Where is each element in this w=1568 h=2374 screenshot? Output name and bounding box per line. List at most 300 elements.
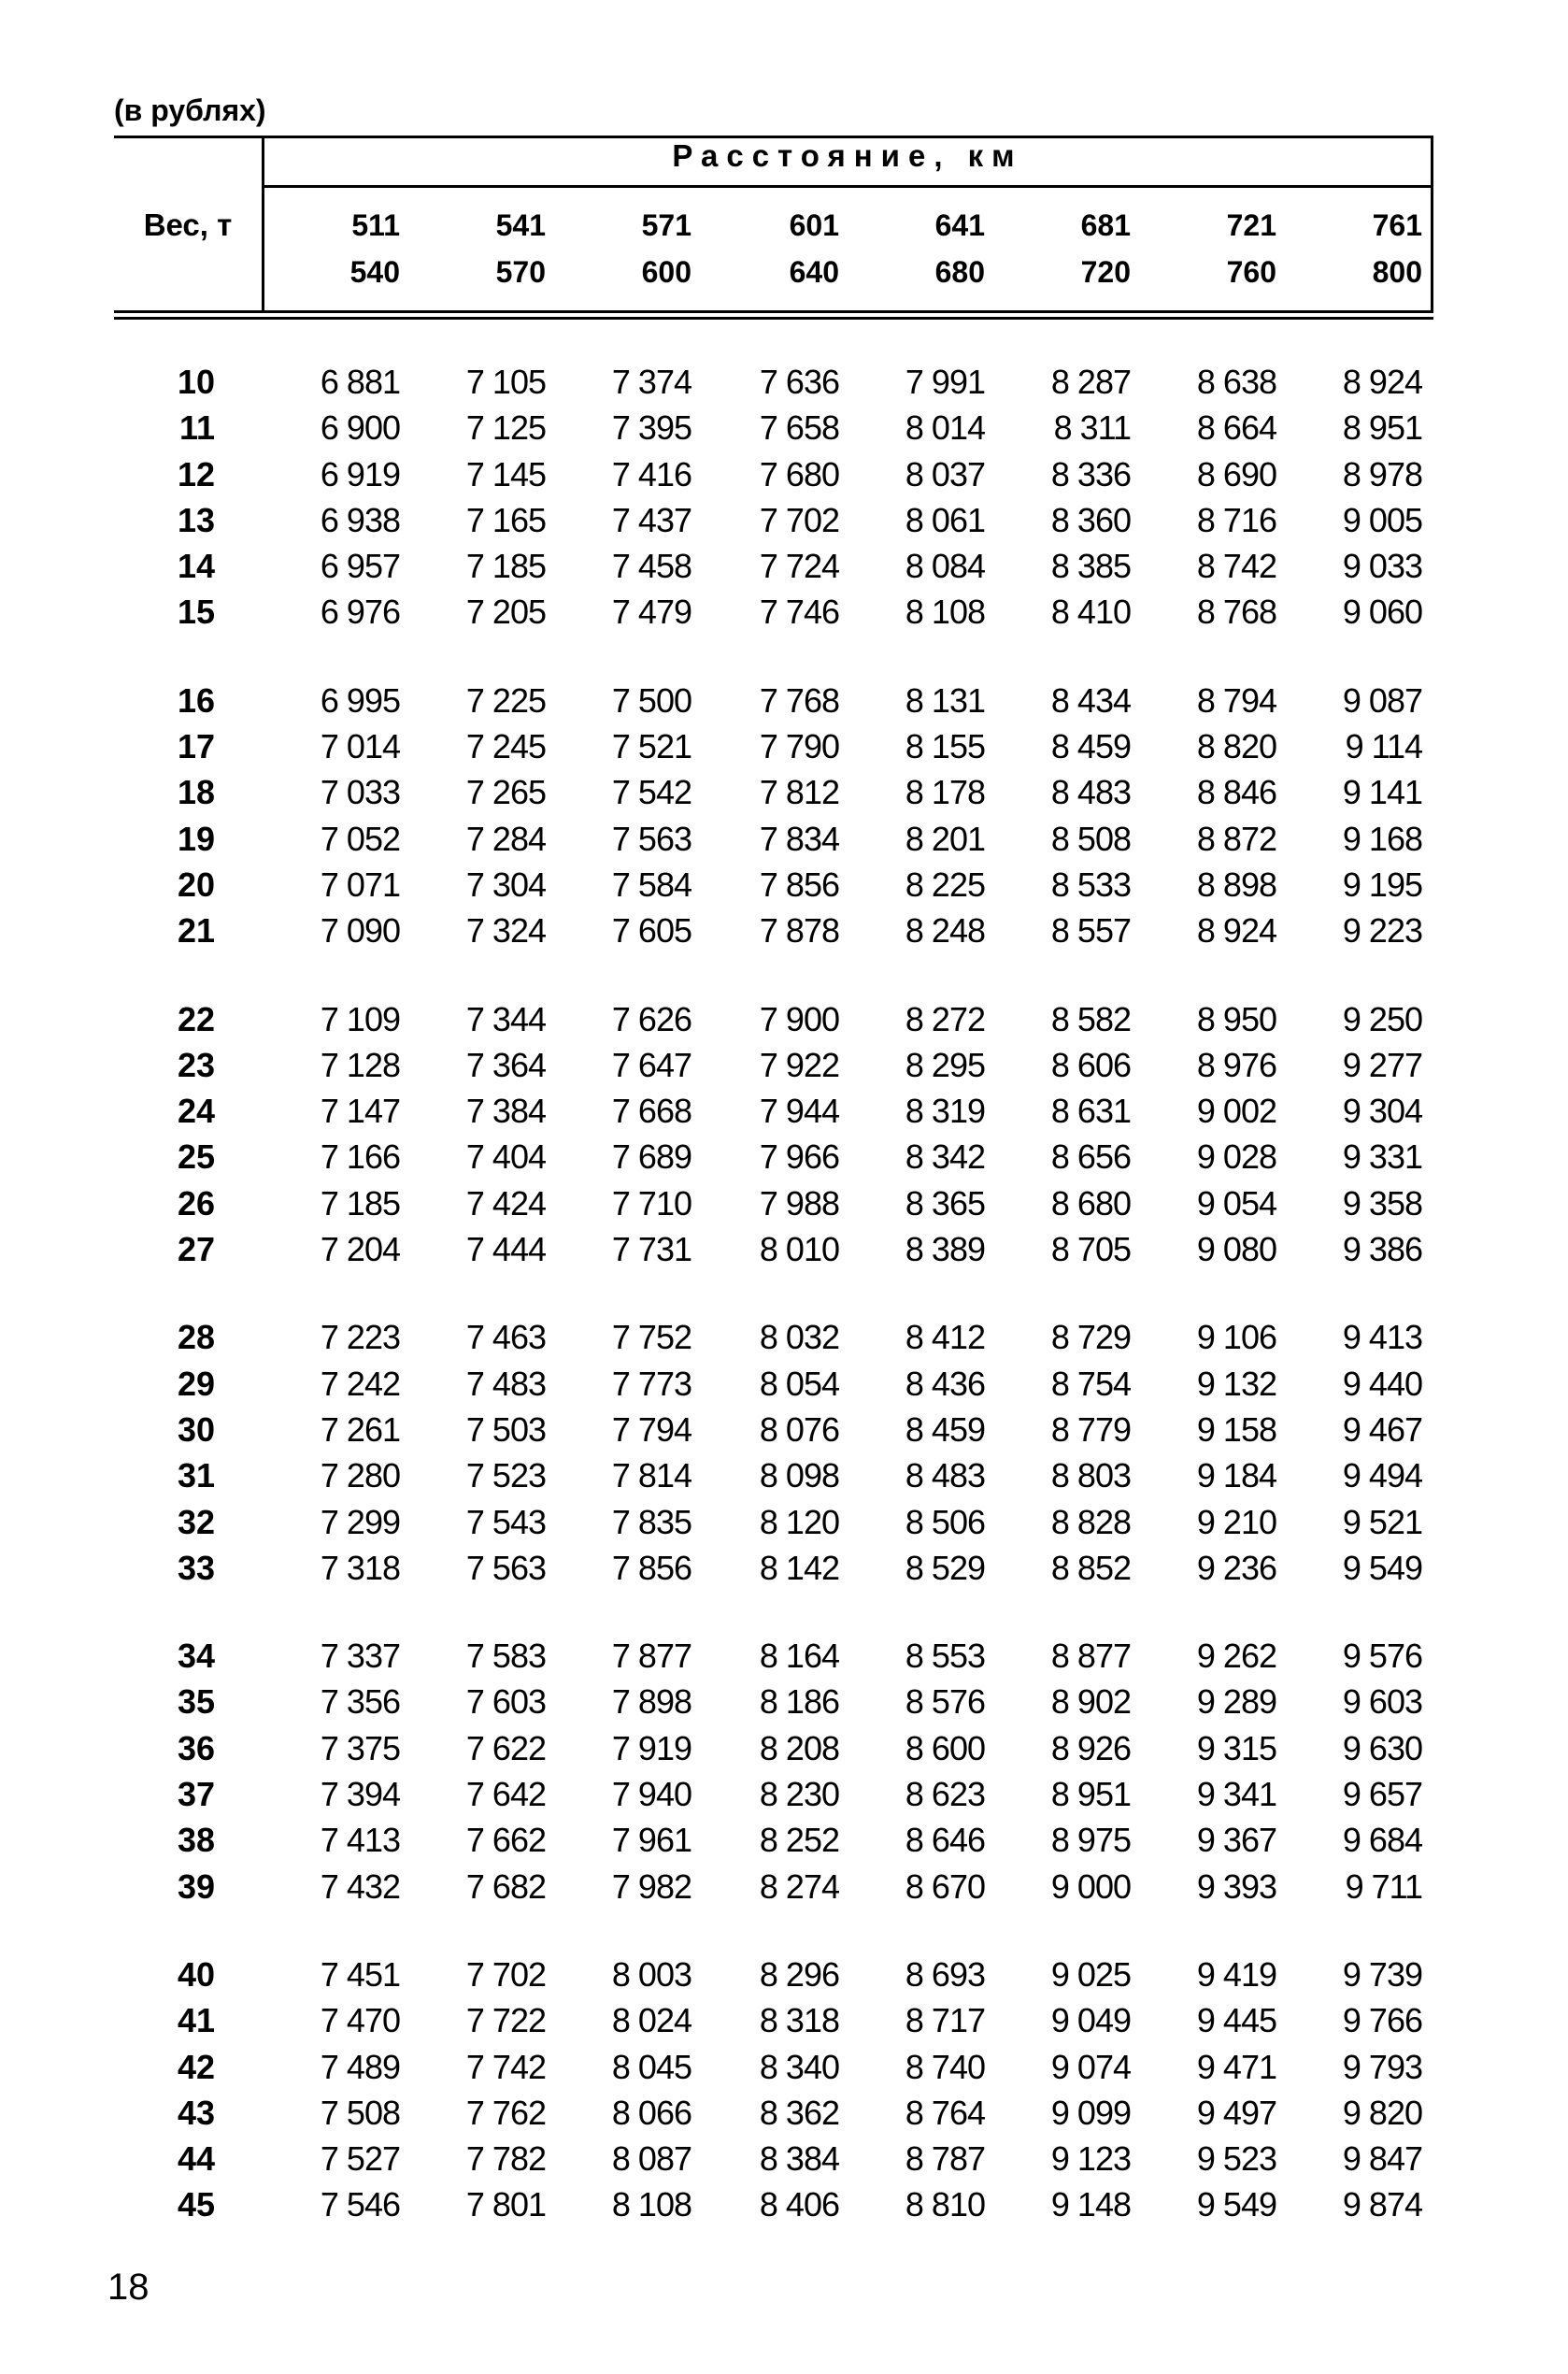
price-cell: 9 195 <box>1342 865 1422 904</box>
price-cell: 7 689 <box>611 1137 691 1176</box>
weight-cell: 24 <box>177 1092 215 1130</box>
price-cell: 7 773 <box>611 1365 691 1403</box>
price-cell: 7 166 <box>320 1137 400 1176</box>
price-cell: 9 341 <box>1196 1775 1276 1813</box>
price-cell: 8 950 <box>1196 1000 1276 1038</box>
price-cell: 9 289 <box>1196 1682 1276 1721</box>
price-cell: 9 419 <box>1196 1955 1276 1994</box>
weight-cell: 42 <box>177 2048 215 2086</box>
price-cell: 7 356 <box>320 1682 400 1721</box>
price-cell: 7 470 <box>320 2001 400 2039</box>
distance-range-to: 680 <box>934 255 985 289</box>
price-cell: 9 523 <box>1196 2139 1276 2178</box>
price-cell: 9 005 <box>1342 501 1422 539</box>
weight-cell: 17 <box>177 727 215 765</box>
price-cell: 7 242 <box>320 1365 400 1403</box>
price-cell: 8 003 <box>611 1955 691 1994</box>
price-cell: 7 814 <box>611 1456 691 1494</box>
table-row <box>114 451 1433 497</box>
price-cell: 8 155 <box>905 727 985 765</box>
price-cell: 8 142 <box>759 1549 839 1587</box>
price-cell: 8 076 <box>759 1410 839 1449</box>
price-cell: 8 201 <box>905 820 985 858</box>
price-cell: 8 412 <box>905 1318 985 1356</box>
price-cell: 8 360 <box>1050 501 1131 539</box>
price-cell: 9 028 <box>1196 1137 1276 1176</box>
weight-cell: 13 <box>177 501 215 539</box>
weight-cell: 15 <box>177 593 215 631</box>
price-cell: 7 722 <box>465 2001 546 2039</box>
table-row <box>114 908 1433 953</box>
price-cell: 6 938 <box>320 501 400 539</box>
price-cell: 9 262 <box>1196 1637 1276 1675</box>
price-cell: 8 014 <box>905 408 985 447</box>
page-number: 18 <box>107 2267 150 2308</box>
price-cell: 7 185 <box>465 547 546 585</box>
table-row <box>114 1180 1433 1226</box>
weight-cell: 10 <box>177 363 215 401</box>
price-cell: 6 881 <box>320 363 400 401</box>
price-cell: 7 318 <box>320 1549 400 1587</box>
price-cell: 9 049 <box>1050 2001 1131 2039</box>
price-cell: 9 315 <box>1196 1729 1276 1767</box>
price-cell: 7 432 <box>320 1867 400 1906</box>
weight-cell: 21 <box>177 911 215 950</box>
weight-cell: 44 <box>177 2139 215 2178</box>
price-cell: 8 230 <box>759 1775 839 1813</box>
price-cell: 8 852 <box>1050 1549 1131 1587</box>
price-cell: 7 204 <box>320 1230 400 1268</box>
price-cell: 7 324 <box>465 911 546 950</box>
table-row <box>114 1042 1433 1088</box>
price-cell: 9 413 <box>1342 1318 1422 1356</box>
price-cell: 8 680 <box>1050 1184 1131 1223</box>
distance-range-from: 511 <box>351 208 400 242</box>
price-cell: 7 413 <box>320 1821 400 1859</box>
weight-cell: 23 <box>177 1046 215 1084</box>
price-cell: 9 467 <box>1342 1410 1422 1449</box>
price-cell: 8 631 <box>1050 1092 1131 1130</box>
price-cell: 7 603 <box>465 1682 546 1721</box>
weight-cell: 35 <box>177 1682 215 1721</box>
price-cell: 7 364 <box>465 1046 546 1084</box>
price-cell: 7 752 <box>611 1318 691 1356</box>
price-cell: 7 680 <box>759 455 839 493</box>
distance-range-from: 571 <box>641 208 691 242</box>
price-cell: 7 147 <box>320 1092 400 1130</box>
price-cell: 7 919 <box>611 1729 691 1767</box>
weight-cell: 43 <box>177 2094 215 2132</box>
price-cell: 8 606 <box>1050 1046 1131 1084</box>
price-cell: 7 299 <box>320 1503 400 1541</box>
price-cell: 8 951 <box>1050 1775 1131 1813</box>
price-cell: 8 024 <box>611 2001 691 2039</box>
price-cell: 8 717 <box>905 2001 985 2039</box>
price-cell: 7 991 <box>905 363 985 401</box>
price-cell: 7 790 <box>759 727 839 765</box>
price-cell: 7 835 <box>611 1503 691 1541</box>
price-cell: 8 576 <box>905 1682 985 1721</box>
price-cell: 9 657 <box>1342 1775 1422 1813</box>
price-cell: 8 693 <box>905 1955 985 1994</box>
distance-header: Расстояние, км <box>672 138 1023 173</box>
price-cell: 7 878 <box>759 911 839 950</box>
price-cell: 8 164 <box>759 1637 839 1675</box>
price-cell: 7 437 <box>611 501 691 539</box>
price-cell: 7 384 <box>465 1092 546 1130</box>
price-cell: 9 494 <box>1342 1456 1422 1494</box>
weight-cell: 38 <box>177 1821 215 1859</box>
price-cell: 8 664 <box>1196 408 1276 447</box>
price-cell: 8 975 <box>1050 1821 1131 1859</box>
price-cell: 8 340 <box>759 2048 839 2086</box>
price-cell: 8 656 <box>1050 1137 1131 1176</box>
price-cell: 9 471 <box>1196 2048 1276 2086</box>
price-cell: 8 924 <box>1342 363 1422 401</box>
price-cell: 6 957 <box>320 547 400 585</box>
price-cell: 8 716 <box>1196 501 1276 539</box>
price-cell: 8 434 <box>1050 681 1131 720</box>
weight-cell: 12 <box>177 455 215 493</box>
price-cell: 9 820 <box>1342 2094 1422 2132</box>
header-bottom-rule-2 <box>114 317 1433 320</box>
table-row <box>114 497 1433 543</box>
price-cell: 9 386 <box>1342 1230 1422 1268</box>
table-row <box>114 996 1433 1042</box>
price-cell: 9 603 <box>1342 1682 1422 1721</box>
price-cell: 7 877 <box>611 1637 691 1675</box>
price-cell: 8 705 <box>1050 1230 1131 1268</box>
price-cell: 8 729 <box>1050 1318 1131 1356</box>
price-cell: 8 877 <box>1050 1637 1131 1675</box>
price-cell: 7 463 <box>465 1318 546 1356</box>
price-cell: 9 793 <box>1342 2048 1422 2086</box>
price-cell: 9 106 <box>1196 1318 1276 1356</box>
price-cell: 8 794 <box>1196 681 1276 720</box>
price-cell: 7 658 <box>759 408 839 447</box>
price-cell: 8 384 <box>759 2139 839 2178</box>
price-cell: 8 131 <box>905 681 985 720</box>
table-row <box>114 816 1433 862</box>
price-cell: 9 148 <box>1050 2185 1131 2224</box>
price-cell: 7 605 <box>611 911 691 950</box>
table-row <box>114 1499 1433 1545</box>
header-bottom-rule-1 <box>114 310 1433 313</box>
price-cell: 9 874 <box>1342 2185 1422 2224</box>
weight-cell: 26 <box>177 1184 215 1223</box>
price-cell: 7 090 <box>320 911 400 950</box>
table-row <box>114 1314 1433 1360</box>
price-cell: 9 123 <box>1050 2139 1131 2178</box>
price-cell: 8 296 <box>759 1955 839 1994</box>
price-cell: 7 071 <box>320 865 400 904</box>
weight-cell: 16 <box>177 681 215 720</box>
price-cell: 7 052 <box>320 820 400 858</box>
distance-range-to: 540 <box>349 255 400 289</box>
price-cell: 8 066 <box>611 2094 691 2132</box>
price-cell: 7 424 <box>465 1184 546 1223</box>
price-cell: 9 025 <box>1050 1955 1131 1994</box>
price-cell: 7 982 <box>611 1867 691 1906</box>
price-cell: 8 208 <box>759 1729 839 1767</box>
price-cell: 9 684 <box>1342 1821 1422 1859</box>
price-cell: 8 553 <box>905 1637 985 1675</box>
price-cell: 6 900 <box>320 408 400 447</box>
price-cell: 9 000 <box>1050 1867 1131 1906</box>
price-cell: 8 742 <box>1196 547 1276 585</box>
price-cell: 8 178 <box>905 773 985 811</box>
table-row <box>114 769 1433 815</box>
distance-range-from: 641 <box>934 208 985 242</box>
price-cell: 9 223 <box>1342 911 1422 950</box>
table-row <box>114 2181 1433 2227</box>
price-cell: 8 342 <box>905 1137 985 1176</box>
price-cell: 7 451 <box>320 1955 400 1994</box>
weight-cell: 45 <box>177 2185 215 2224</box>
price-cell: 8 582 <box>1050 1000 1131 1038</box>
price-cell: 7 304 <box>465 865 546 904</box>
price-cell: 7 922 <box>759 1046 839 1084</box>
price-cell: 7 812 <box>759 773 839 811</box>
price-cell: 8 459 <box>905 1410 985 1449</box>
table-row <box>114 1633 1433 1679</box>
price-cell: 7 284 <box>465 820 546 858</box>
distance-range-to: 640 <box>789 255 839 289</box>
price-cell: 8 924 <box>1196 911 1276 950</box>
price-cell: 7 961 <box>611 1821 691 1859</box>
price-cell: 8 529 <box>905 1549 985 1587</box>
price-cell: 7 105 <box>465 363 546 401</box>
distance-range-from: 761 <box>1372 208 1422 242</box>
distance-range-to: 570 <box>495 255 546 289</box>
price-cell: 8 045 <box>611 2048 691 2086</box>
price-cell: 9 074 <box>1050 2048 1131 2086</box>
price-cell: 8 820 <box>1196 727 1276 765</box>
price-cell: 7 710 <box>611 1184 691 1223</box>
price-cell: 7 898 <box>611 1682 691 1721</box>
price-cell: 7 394 <box>320 1775 400 1813</box>
price-cell: 7 988 <box>759 1184 839 1223</box>
price-cell: 7 563 <box>465 1549 546 1587</box>
table-row <box>114 1452 1433 1498</box>
price-cell: 8 764 <box>905 2094 985 2132</box>
price-cell: 8 225 <box>905 865 985 904</box>
price-cell: 8 638 <box>1196 363 1276 401</box>
price-cell: 8 120 <box>759 1503 839 1541</box>
price-cell: 8 252 <box>759 1821 839 1859</box>
weight-cell: 36 <box>177 1729 215 1767</box>
price-cell: 7 395 <box>611 408 691 447</box>
price-cell: 8 483 <box>1050 773 1131 811</box>
price-cell: 7 523 <box>465 1456 546 1494</box>
price-cell: 8 646 <box>905 1821 985 1859</box>
price-cell: 7 944 <box>759 1092 839 1130</box>
price-cell: 7 483 <box>465 1365 546 1403</box>
weight-cell: 40 <box>177 1955 215 1994</box>
weight-cell: 41 <box>177 2001 215 2039</box>
weight-cell: 39 <box>177 1867 215 1906</box>
weight-cell: 33 <box>177 1549 215 1587</box>
price-cell: 6 976 <box>320 593 400 631</box>
price-cell: 7 416 <box>611 455 691 493</box>
price-cell: 9 393 <box>1196 1867 1276 1906</box>
weight-cell: 18 <box>177 773 215 811</box>
distance-range-from: 681 <box>1080 208 1131 242</box>
table-row <box>114 2090 1433 2136</box>
price-cell: 9 440 <box>1342 1365 1422 1403</box>
price-cell: 9 114 <box>1345 727 1422 765</box>
price-cell: 7 521 <box>611 727 691 765</box>
distance-header-divider <box>262 185 1433 188</box>
table-row <box>114 2136 1433 2181</box>
price-cell: 9 521 <box>1342 1503 1422 1541</box>
weight-cell: 19 <box>177 820 215 858</box>
price-cell: 9 080 <box>1196 1230 1276 1268</box>
table-row <box>114 359 1433 405</box>
price-cell: 7 109 <box>320 1000 400 1038</box>
price-cell: 7 682 <box>465 1867 546 1906</box>
price-cell: 7 404 <box>465 1137 546 1176</box>
price-cell: 7 782 <box>465 2139 546 2178</box>
price-cell: 8 272 <box>905 1000 985 1038</box>
weight-cell: 28 <box>177 1318 215 1356</box>
price-cell: 7 702 <box>465 1955 546 1994</box>
price-cell: 9 054 <box>1196 1184 1276 1223</box>
price-cell: 7 125 <box>465 408 546 447</box>
price-cell: 8 898 <box>1196 865 1276 904</box>
price-cell: 8 926 <box>1050 1729 1131 1767</box>
price-cell: 7 225 <box>465 681 546 720</box>
price-cell: 7 794 <box>611 1410 691 1449</box>
weight-column-header: Вес, т <box>143 207 233 242</box>
weight-cell: 31 <box>177 1456 215 1494</box>
price-cell: 7 940 <box>611 1775 691 1813</box>
price-cell: 7 563 <box>611 820 691 858</box>
price-cell: 8 483 <box>905 1456 985 1494</box>
price-cell: 8 557 <box>1050 911 1131 950</box>
price-cell: 8 787 <box>905 2139 985 2178</box>
price-cell: 7 742 <box>465 2048 546 2086</box>
price-cell: 7 543 <box>465 1503 546 1541</box>
weight-cell: 14 <box>177 547 215 585</box>
price-cell: 8 508 <box>1050 820 1131 858</box>
price-cell: 9 358 <box>1342 1184 1422 1223</box>
price-cell: 8 362 <box>759 2094 839 2132</box>
price-cell: 7 647 <box>611 1046 691 1084</box>
table-row <box>114 1725 1433 1771</box>
price-cell: 7 746 <box>759 593 839 631</box>
table-row <box>114 1226 1433 1272</box>
price-cell: 8 670 <box>905 1867 985 1906</box>
price-cell: 9 236 <box>1196 1549 1276 1587</box>
price-cell: 9 549 <box>1342 1549 1422 1587</box>
price-cell: 7 245 <box>465 727 546 765</box>
price-cell: 8 846 <box>1196 773 1276 811</box>
price-cell: 7 344 <box>465 1000 546 1038</box>
price-cell: 9 711 <box>1345 1867 1422 1906</box>
price-cell: 8 779 <box>1050 1410 1131 1449</box>
price-cell: 8 459 <box>1050 727 1131 765</box>
price-cell: 7 033 <box>320 773 400 811</box>
price-cell: 8 533 <box>1050 865 1131 904</box>
table-row <box>114 1864 1433 1909</box>
price-cell: 7 337 <box>320 1637 400 1675</box>
price-cell: 8 287 <box>1050 363 1131 401</box>
price-cell: 7 508 <box>320 2094 400 2132</box>
table-row <box>114 862 1433 908</box>
price-cell: 7 165 <box>465 501 546 539</box>
price-cell: 8 084 <box>905 547 985 585</box>
price-cell: 8 010 <box>759 1230 839 1268</box>
price-cell: 8 690 <box>1196 455 1276 493</box>
price-cell: 9 141 <box>1342 773 1422 811</box>
price-cell: 7 500 <box>611 681 691 720</box>
table-row <box>114 1361 1433 1407</box>
price-cell: 7 261 <box>320 1410 400 1449</box>
table-row <box>114 2044 1433 2090</box>
price-cell: 8 754 <box>1050 1365 1131 1403</box>
price-cell: 9 210 <box>1196 1503 1276 1541</box>
price-cell: 8 768 <box>1196 593 1276 631</box>
table-row <box>114 678 1433 723</box>
table-row <box>114 1088 1433 1134</box>
price-cell: 8 410 <box>1050 593 1131 631</box>
table-row <box>114 1679 1433 1724</box>
price-cell: 7 375 <box>320 1729 400 1767</box>
price-cell: 8 295 <box>905 1046 985 1084</box>
price-cell: 9 002 <box>1196 1092 1276 1130</box>
distance-range-to: 600 <box>641 255 691 289</box>
price-cell: 9 250 <box>1342 1000 1422 1038</box>
price-cell: 8 902 <box>1050 1682 1131 1721</box>
weight-cell: 20 <box>177 865 215 904</box>
price-cell: 7 762 <box>465 2094 546 2132</box>
price-cell: 9 497 <box>1196 2094 1276 2132</box>
price-cell: 8 365 <box>905 1184 985 1223</box>
price-cell: 9 304 <box>1342 1092 1422 1130</box>
price-cell: 7 702 <box>759 501 839 539</box>
price-cell: 8 506 <box>905 1503 985 1541</box>
price-cell: 9 847 <box>1342 2139 1422 2178</box>
table-row <box>114 1545 1433 1591</box>
price-cell: 8 336 <box>1050 455 1131 493</box>
price-cell: 9 367 <box>1196 1821 1276 1859</box>
weight-cell: 32 <box>177 1503 215 1541</box>
price-cell: 8 037 <box>905 455 985 493</box>
price-cell: 7 768 <box>759 681 839 720</box>
price-cell: 7 583 <box>465 1637 546 1675</box>
price-cell: 7 900 <box>759 1000 839 1038</box>
price-cell: 8 319 <box>905 1092 985 1130</box>
distance-range-from: 541 <box>495 208 546 242</box>
price-cell: 8 600 <box>905 1729 985 1767</box>
weight-cell: 11 <box>178 408 215 447</box>
price-cell: 8 740 <box>905 2048 985 2086</box>
distance-range-to: 720 <box>1080 255 1131 289</box>
price-cell: 9 168 <box>1342 820 1422 858</box>
table-row <box>114 405 1433 450</box>
table-row <box>114 1407 1433 1452</box>
weight-cell: 22 <box>177 1000 215 1038</box>
price-cell: 8 828 <box>1050 1503 1131 1541</box>
price-cell: 7 374 <box>611 363 691 401</box>
price-cell: 8 098 <box>759 1456 839 1494</box>
price-cell: 7 205 <box>465 593 546 631</box>
price-cell: 7 542 <box>611 773 691 811</box>
table-row <box>114 543 1433 589</box>
price-cell: 9 766 <box>1342 2001 1422 2039</box>
price-cell: 7 966 <box>759 1137 839 1176</box>
